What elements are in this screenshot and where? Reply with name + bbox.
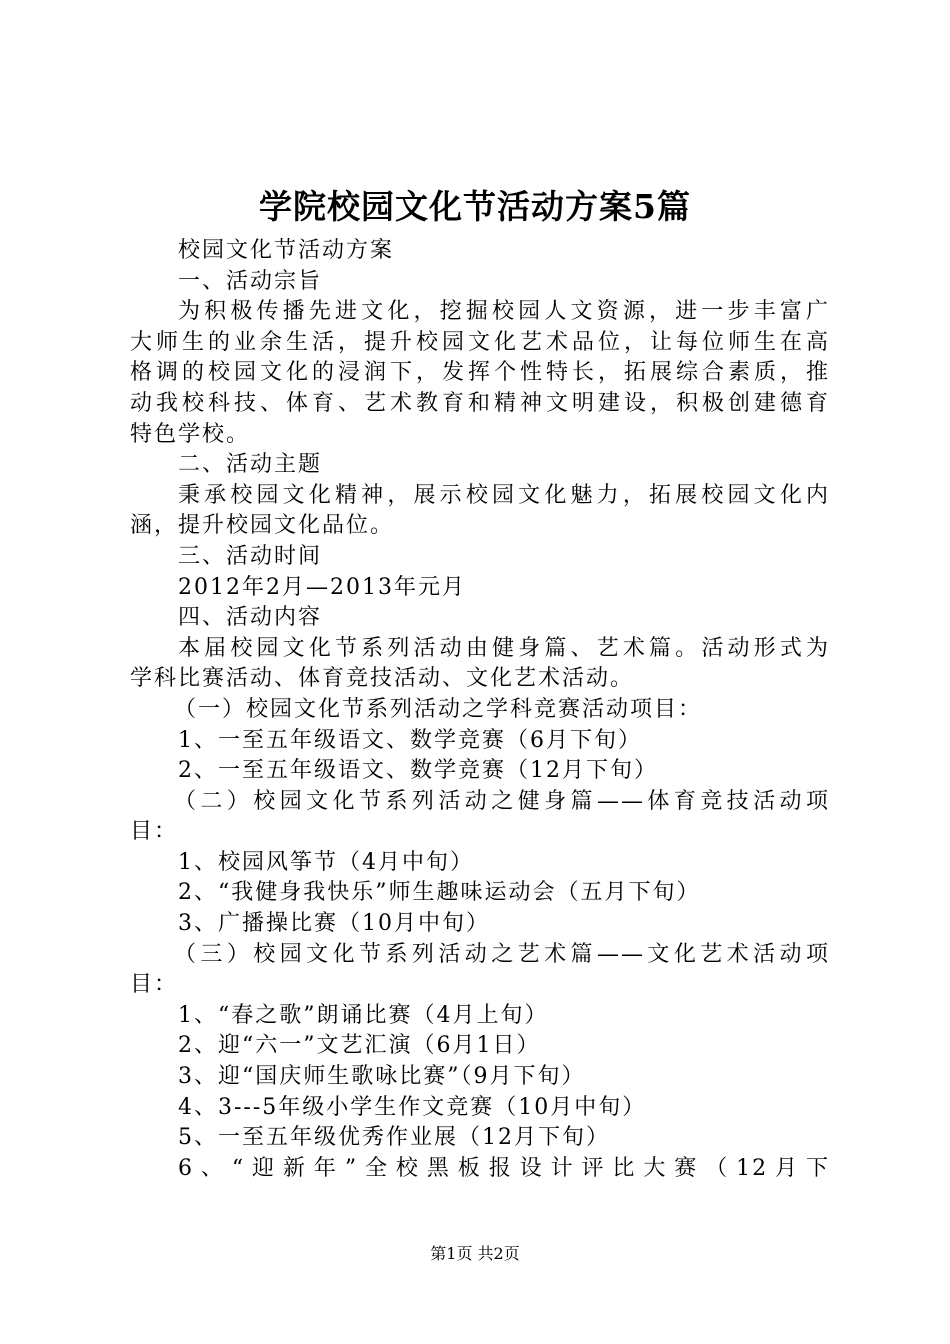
list-item: 2、迎“六一”文艺汇演（6月1日）	[178, 1033, 541, 1059]
paragraph-line: 格调的校园文化的浸润下，发挥个性特长，拓展综合素质，推	[130, 360, 830, 386]
paragraph-line: 秉承校园文化精神，展示校园文化魅力，拓展校园文化内	[178, 482, 830, 508]
section-heading: 一、活动宗旨	[178, 268, 323, 294]
section-heading: 二、活动主题	[178, 452, 323, 478]
list-item: 2、一至五年级语文、数学竞赛（12月下旬）	[178, 758, 658, 784]
list-item: 4、3---5年级小学生作文竞赛（10月中旬）	[178, 1094, 647, 1120]
paragraph-line: 本届校园文化节系列活动由健身篇、艺术篇。活动形式为	[178, 635, 830, 661]
page-footer: 第1页 共2页	[430, 1244, 520, 1263]
list-item: 6、“迎新年”全校黑板报设计评比大赛（12月下	[178, 1155, 830, 1181]
paragraph-line: 涵，提升校园文化品位。	[130, 513, 395, 539]
list-item: 1、校园风筝节（4月中旬）	[178, 849, 474, 875]
list-item: 1、一至五年级语文、数学竞赛（6月下旬）	[178, 727, 642, 753]
list-item: 2、“我健身我快乐”师生趣味运动会（五月下旬）	[178, 880, 701, 906]
subsection-heading: （二）校园文化节系列活动之健身篇——体育竞技活动项	[174, 788, 830, 814]
subtitle-line: 校园文化节活动方案	[178, 238, 395, 263]
section-heading: 四、活动内容	[178, 605, 323, 631]
section-heading: 三、活动时间	[178, 543, 323, 569]
page-title: 学院校园文化节活动方案5篇	[259, 187, 691, 226]
paragraph-line: 为积极传播先进文化，挖掘校园人文资源，进一步丰富广	[178, 299, 830, 325]
paragraph-line: 特色学校。	[130, 421, 251, 447]
paragraph-line: 2012年2月—2013年元月	[178, 574, 466, 600]
paragraph-line: 大师生的业余生活，提升校园文化艺术品位，让每位师生在高	[130, 329, 830, 355]
subsection-heading: 目：	[130, 819, 179, 845]
list-item: 3、广播操比赛（10月中旬）	[178, 911, 490, 937]
subsection-heading: （一）校园文化节系列活动之学科竞赛活动项目：	[174, 696, 703, 722]
list-item: 5、一至五年级优秀作业展（12月下旬）	[178, 1125, 610, 1151]
document-body	[130, 236, 830, 1184]
subsection-heading: （三）校园文化节系列活动之艺术篇——文化艺术活动项	[174, 941, 830, 967]
list-item: 1、“春之歌”朗诵比赛（4月上旬）	[178, 1002, 549, 1028]
paragraph-line: 动我校科技、体育、艺术教育和精神文明建设，积极创建德育	[130, 390, 830, 416]
list-item: 3、迎“国庆师生歌咏比赛”（9月下旬）	[178, 1064, 586, 1090]
paragraph-line: 学科比赛活动、体育竞技活动、文化艺术活动。	[130, 666, 635, 692]
subsection-heading: 目：	[130, 972, 179, 998]
